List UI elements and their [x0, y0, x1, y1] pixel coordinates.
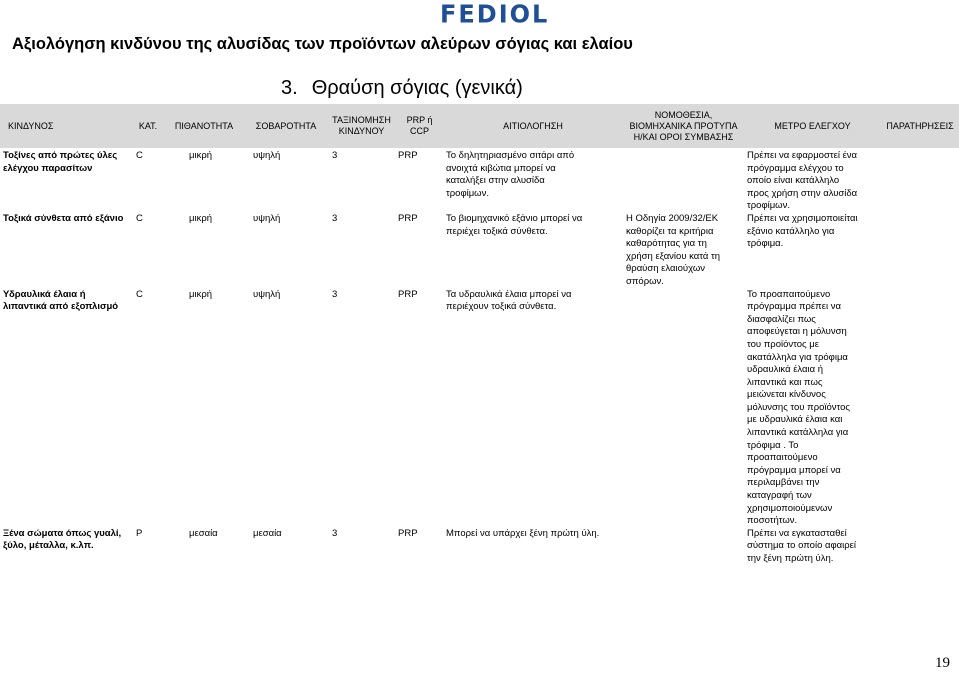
remarks-cell [881, 149, 959, 213]
legislation-cell [623, 528, 744, 568]
hazard-cell: Ξένα σώματα όπως γυαλί, ξύλο, μέταλλα, κ.λπ. [3, 527, 122, 552]
table-row [0, 528, 959, 568]
column-header-classification: ΤΑΞΙΝΟΜΗΣΗ ΚΙΝΔΥΝΟΥ [327, 103, 396, 149]
control-measure-cell: Πρέπει να χρησιμοποιείται εξάνιο κατάλληλο για τρόφιμα. [747, 212, 858, 250]
table-header-row [0, 103, 959, 149]
column-header-justification: ΑΙΤΙΟΛΟΓΗΣΗ [443, 103, 623, 149]
prp-ccp-cell: PRP [398, 212, 418, 224]
severity-cell: μεσαία [253, 527, 282, 539]
column-header-control-measure: ΜΕΤΡΟ ΕΛΕΓΧΟΥ [744, 103, 881, 149]
remarks-cell [881, 289, 959, 528]
severity-cell: υψηλή [253, 212, 281, 224]
category-cell: C [136, 212, 143, 224]
category-cell: P [136, 527, 143, 539]
prp-ccp-cell: PRP [398, 288, 418, 300]
column-header-severity: ΣΟΒΑΡΟΤΗΤΑ [245, 103, 327, 149]
hazard-cell: Υδραυλικά έλαια ή λιπαντικά από εξοπλισμό [3, 288, 119, 313]
category-cell: C [136, 150, 143, 161]
justification-cell: Τα υδραυλικά έλαια μπορεί να περιέχουν τοξικά σύνθετα. [446, 288, 572, 313]
legislation-cell [623, 289, 744, 528]
fediol-logo: FEDIOL [440, 0, 550, 29]
hazard-cell: Τοξικά σύνθετα από εξάνιο [3, 212, 124, 224]
column-header-probability: ΠΙΘΑΝΟΤΗΤΑ [163, 103, 245, 149]
probability-cell: μικρή [189, 150, 213, 161]
probability-cell: μεσαία [189, 527, 218, 539]
hazard-cell: Τοξίνες από πρώτες ύλες ελέγχου παρασίτων [3, 150, 118, 174]
legislation-cell [623, 149, 744, 213]
control-measure-cell: Το προαπαιτούμενο πρόγραμμα πρέπει να διασφαλίζει πως αποφεύγεται η μόλυνση του προϊόντος με ακατάλληλα για τρόφιμα υδραυλικά έλαια ή λιπαντικά και πως μειώνεται κίνδυνος μόλυνσης του προϊόντος με υδραυλικά έλαια και λιπαντικά κατάλληλα για τρόφιμα . Το προαπαιτούμενο πρόγραμμα μπορεί να περιλαμβάνει την καταγραφή των χρησιμοποιούμενων ποσοτήτων. [747, 288, 851, 527]
column-header-prp-ccp: PRP ή CCP [396, 103, 443, 149]
prp-ccp-cell: PRP [398, 527, 418, 539]
section-number: 3. [281, 77, 298, 99]
classification-cell: 3 [332, 212, 338, 224]
probability-cell: μικρή [189, 212, 213, 224]
section-title-text: Θραύση σόγιας (γενικά) [311, 77, 523, 99]
classification-cell: 3 [332, 288, 338, 300]
risk-assessment-table [0, 102, 959, 568]
remarks-cell [881, 213, 959, 289]
probability-cell: μικρή [189, 288, 213, 300]
justification-cell: Το βιομηχανικό εξάνιο μπορεί να περιέχει τοξικά σύνθετα. [446, 212, 583, 237]
justification-cell: Μπορεί να υπάρχει ξένη πρώτη ύλη. [446, 527, 600, 539]
column-header-legislation: ΝΟΜΟΘΕΣΙΑ, ΒΙΟΜΗΧΑΝΙΚΑ ΠΡΟΤΥΠΑ Η/ΚΑΙ ΟΡΟΙ ΣΥΜΒΑΣΗΣ [623, 103, 744, 149]
severity-cell: υψηλή [253, 150, 281, 161]
column-header-remarks: ΠΑΡΑΤΗΡΗΣΕΙΣ [881, 103, 959, 149]
category-cell: C [136, 288, 143, 300]
severity-cell: υψηλή [253, 288, 281, 300]
table-row [0, 149, 959, 213]
control-measure-cell: Πρέπει να εγκατασταθεί σύστημα το οποίο αφαιρεί την ξένη πρώτη ύλη. [747, 527, 856, 564]
legislation-cell: Η Οδηγία 2009/32/ΕΚ καθορίζει τα κριτήρια καθαρότητας για τη χρήση εξανίου κατά τη θραύση ελαιούχων σπόρων. [626, 212, 721, 287]
table-row [0, 289, 959, 528]
justification-cell: Το δηλητηριασμένο σιτάρι από ανοιχτά κιβώτια μπορεί να καταλήξει στην αλυσίδα τροφίμων. [446, 150, 575, 199]
classification-cell: 3 [332, 150, 338, 161]
page-number: 19 [935, 655, 950, 671]
control-measure-cell: Πρέπει να εφαρμοστεί ένα πρόγραμμα ελέγχου το οποίο είναι κατάλληλο προς χρήση στην αλυσίδα τροφίμων. [747, 150, 858, 212]
column-header-hazard: ΚΙΝΔΥΝΟΣ [0, 103, 133, 149]
column-header-category: ΚΑΤ. [133, 103, 163, 149]
remarks-cell [881, 528, 959, 568]
classification-cell: 3 [332, 527, 338, 539]
section-heading [281, 77, 523, 100]
prp-ccp-cell: PRP [398, 150, 418, 161]
page-title: Αξιολόγηση κινδύνου της αλυσίδας των προϊόντων αλεύρων σόγιας και ελαίου [12, 35, 633, 53]
table-row [0, 213, 959, 289]
